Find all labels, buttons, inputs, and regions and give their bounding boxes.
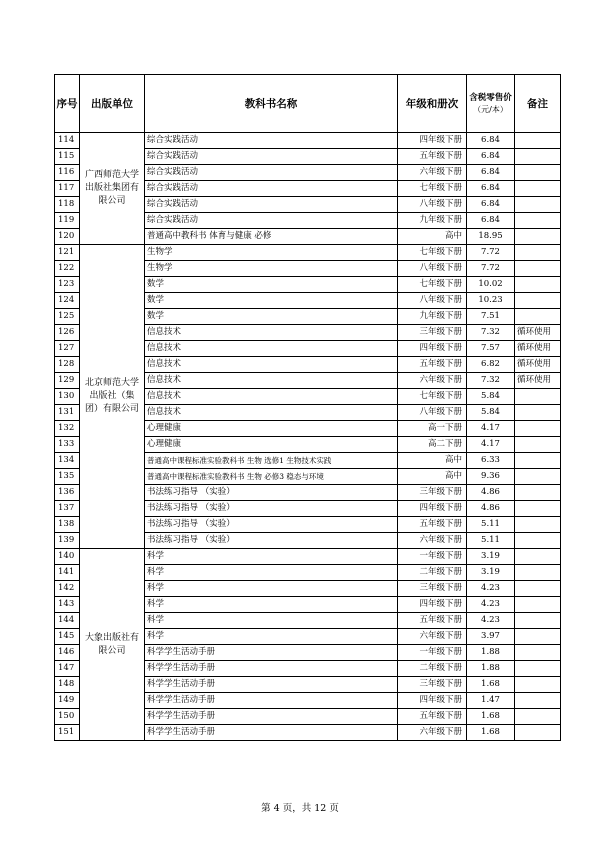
remark [515,613,561,629]
grade-volume: 三年级下册 [398,485,467,501]
textbook-title: 信息技术 [145,389,398,405]
remark [515,245,561,261]
grade-volume: 九年级下册 [398,213,467,229]
textbook-title: 综合实践活动 [145,197,398,213]
retail-price: 10.02 [467,277,515,293]
textbook-title: 书法练习指导 （实验） [145,533,398,549]
retail-price: 7.32 [467,373,515,389]
textbook-title: 书法练习指导 （实验） [145,517,398,533]
header-publisher: 出版单位 [80,75,145,133]
publisher-cell: 广西师范大学出版社集团有限公司 [80,133,145,245]
remark [515,181,561,197]
remark [515,709,561,725]
grade-volume: 高中 [398,229,467,245]
grade-volume: 四年级下册 [398,133,467,149]
retail-price: 6.84 [467,213,515,229]
row-number: 135 [55,469,80,485]
textbook-title: 数学 [145,293,398,309]
textbook-title: 心理健康 [145,437,398,453]
retail-price: 7.72 [467,261,515,277]
remark [515,277,561,293]
table-row [55,245,561,261]
textbook-title: 科学 [145,581,398,597]
publisher-cell: 北京师范大学出版社（集团）有限公司 [80,245,145,549]
textbook-title: 书法练习指导 （实验） [145,485,398,501]
remark: 循环使用 [515,357,561,373]
retail-price: 5.11 [467,533,515,549]
remark [515,725,561,741]
row-number: 140 [55,549,80,565]
textbook-title: 书法练习指导 （实验） [145,501,398,517]
textbook-title: 综合实践活动 [145,213,398,229]
row-number: 147 [55,661,80,677]
textbook-title: 科学学生活动手册 [145,645,398,661]
row-number: 127 [55,341,80,357]
textbook-title: 科学 [145,613,398,629]
row-number: 126 [55,325,80,341]
retail-price: 10.23 [467,293,515,309]
remark [515,197,561,213]
retail-price: 7.57 [467,341,515,357]
grade-volume: 六年级下册 [398,533,467,549]
grade-volume: 七年级下册 [398,277,467,293]
grade-volume: 高中 [398,453,467,469]
grade-volume: 高中 [398,469,467,485]
row-number: 115 [55,149,80,165]
remark [515,453,561,469]
textbook-title: 信息技术 [145,341,398,357]
remark [515,133,561,149]
remark [515,581,561,597]
remark [515,645,561,661]
retail-price: 4.86 [467,501,515,517]
grade-volume: 七年级下册 [398,389,467,405]
grade-volume: 三年级下册 [398,677,467,693]
grade-volume: 八年级下册 [398,293,467,309]
remark [515,213,561,229]
row-number: 132 [55,421,80,437]
textbook-title: 普通高中课程标准实验教科书 生物 选修1 生物技术实践 [145,453,398,469]
textbook-title: 信息技术 [145,405,398,421]
grade-volume: 三年级下册 [398,325,467,341]
row-number: 137 [55,501,80,517]
textbook-title: 心理健康 [145,421,398,437]
retail-price: 7.51 [467,309,515,325]
remark [515,533,561,549]
textbook-title: 综合实践活动 [145,181,398,197]
remark [515,501,561,517]
table-header [55,75,561,133]
remark [515,485,561,501]
row-number: 146 [55,645,80,661]
header-row [55,75,561,133]
grade-volume: 六年级下册 [398,725,467,741]
retail-price: 6.33 [467,453,515,469]
grade-volume: 一年级下册 [398,549,467,565]
remark [515,261,561,277]
remark: 循环使用 [515,341,561,357]
header-price-unit: （元/本） [473,104,508,114]
grade-volume: 三年级下册 [398,581,467,597]
retail-price: 5.84 [467,389,515,405]
grade-volume: 二年级下册 [398,661,467,677]
row-number: 118 [55,197,80,213]
remark [515,437,561,453]
retail-price: 4.17 [467,437,515,453]
textbook-title: 生物学 [145,245,398,261]
page-footer: 第 4 页，共 12 页 [261,803,339,814]
retail-price: 6.82 [467,357,515,373]
textbook-title: 科学 [145,549,398,565]
grade-volume: 六年级下册 [398,373,467,389]
row-number: 129 [55,373,80,389]
row-number: 139 [55,533,80,549]
row-number: 138 [55,517,80,533]
remark [515,469,561,485]
row-number: 120 [55,229,80,245]
remark [515,629,561,645]
retail-price: 6.84 [467,133,515,149]
textbook-title: 科学 [145,629,398,645]
textbook-title: 科学学生活动手册 [145,693,398,709]
textbook-title: 综合实践活动 [145,133,398,149]
grade-volume: 高一下册 [398,421,467,437]
retail-price: 3.19 [467,549,515,565]
retail-price: 4.23 [467,581,515,597]
row-number: 116 [55,165,80,181]
grade-volume: 高二下册 [398,437,467,453]
remark [515,693,561,709]
textbook-title: 科学学生活动手册 [145,709,398,725]
grade-volume: 五年级下册 [398,709,467,725]
retail-price: 6.84 [467,149,515,165]
retail-price: 5.11 [467,517,515,533]
row-number: 123 [55,277,80,293]
grade-volume: 八年级下册 [398,405,467,421]
table-row [55,133,561,149]
retail-price: 6.84 [467,181,515,197]
remark [515,677,561,693]
retail-price: 1.88 [467,661,515,677]
retail-price: 3.19 [467,565,515,581]
row-number: 141 [55,565,80,581]
grade-volume: 四年级下册 [398,501,467,517]
row-number: 125 [55,309,80,325]
retail-price: 4.86 [467,485,515,501]
publisher-cell: 大象出版社有限公司 [80,549,145,741]
textbook-title: 数学 [145,277,398,293]
remark: 循环使用 [515,373,561,389]
remark [515,165,561,181]
remark [515,293,561,309]
remark [515,405,561,421]
row-number: 136 [55,485,80,501]
row-number: 142 [55,581,80,597]
row-number: 148 [55,677,80,693]
remark [515,309,561,325]
grade-volume: 五年级下册 [398,357,467,373]
remark [515,661,561,677]
remark [515,149,561,165]
remark [515,549,561,565]
retail-price: 4.23 [467,597,515,613]
row-number: 128 [55,357,80,373]
remark [515,229,561,245]
grade-volume: 五年级下册 [398,517,467,533]
grade-volume: 五年级下册 [398,613,467,629]
grade-volume: 八年级下册 [398,261,467,277]
textbook-title: 生物学 [145,261,398,277]
row-number: 117 [55,181,80,197]
retail-price: 1.68 [467,709,515,725]
row-number: 122 [55,261,80,277]
header-title: 教科书名称 [145,75,398,133]
grade-volume: 一年级下册 [398,645,467,661]
header-price-main: 含税零售价 [469,92,512,103]
row-number: 151 [55,725,80,741]
remark [515,517,561,533]
retail-price: 3.97 [467,629,515,645]
header-price [467,75,515,133]
textbook-title: 数学 [145,309,398,325]
retail-price: 9.36 [467,469,515,485]
grade-volume: 七年级下册 [398,245,467,261]
textbook-title: 科学学生活动手册 [145,661,398,677]
remark [515,389,561,405]
row-number: 134 [55,453,80,469]
retail-price: 5.84 [467,405,515,421]
row-number: 114 [55,133,80,149]
textbook-title: 科学 [145,565,398,581]
row-number: 119 [55,213,80,229]
table-row [55,549,561,565]
textbook-title: 普通高中课程标准实验教科书 生物 必修3 稳态与环境 [145,469,398,485]
grade-volume: 九年级下册 [398,309,467,325]
header-note: 备注 [515,75,561,133]
row-number: 150 [55,709,80,725]
row-number: 149 [55,693,80,709]
remark [515,565,561,581]
retail-price: 4.23 [467,613,515,629]
grade-volume: 五年级下册 [398,149,467,165]
textbook-title: 信息技术 [145,373,398,389]
textbook-price-table-container [54,74,560,741]
table-body [55,133,561,741]
textbook-title: 综合实践活动 [145,165,398,181]
grade-volume: 六年级下册 [398,165,467,181]
retail-price: 6.84 [467,165,515,181]
remark: 循环使用 [515,325,561,341]
textbook-price-table [54,74,561,741]
row-number: 124 [55,293,80,309]
retail-price: 1.68 [467,725,515,741]
retail-price: 18.95 [467,229,515,245]
row-number: 145 [55,629,80,645]
textbook-title: 信息技术 [145,325,398,341]
textbook-title: 科学 [145,597,398,613]
grade-volume: 八年级下册 [398,197,467,213]
row-number: 143 [55,597,80,613]
remark [515,421,561,437]
retail-price: 1.47 [467,693,515,709]
retail-price: 1.88 [467,645,515,661]
textbook-title: 信息技术 [145,357,398,373]
retail-price: 7.32 [467,325,515,341]
grade-volume: 二年级下册 [398,565,467,581]
row-number: 133 [55,437,80,453]
header-grade: 年级和册次 [398,75,467,133]
textbook-title: 普通高中教科书 体育与健康 必修 [145,229,398,245]
row-number: 144 [55,613,80,629]
grade-volume: 六年级下册 [398,629,467,645]
row-number: 131 [55,405,80,421]
header-no: 序号 [55,75,80,133]
grade-volume: 七年级下册 [398,181,467,197]
remark [515,597,561,613]
retail-price: 1.68 [467,677,515,693]
textbook-title: 科学学生活动手册 [145,677,398,693]
grade-volume: 四年级下册 [398,341,467,357]
textbook-title: 科学学生活动手册 [145,725,398,741]
row-number: 130 [55,389,80,405]
grade-volume: 四年级下册 [398,597,467,613]
row-number: 121 [55,245,80,261]
retail-price: 6.84 [467,197,515,213]
retail-price: 4.17 [467,421,515,437]
retail-price: 7.72 [467,245,515,261]
grade-volume: 四年级下册 [398,693,467,709]
textbook-title: 综合实践活动 [145,149,398,165]
